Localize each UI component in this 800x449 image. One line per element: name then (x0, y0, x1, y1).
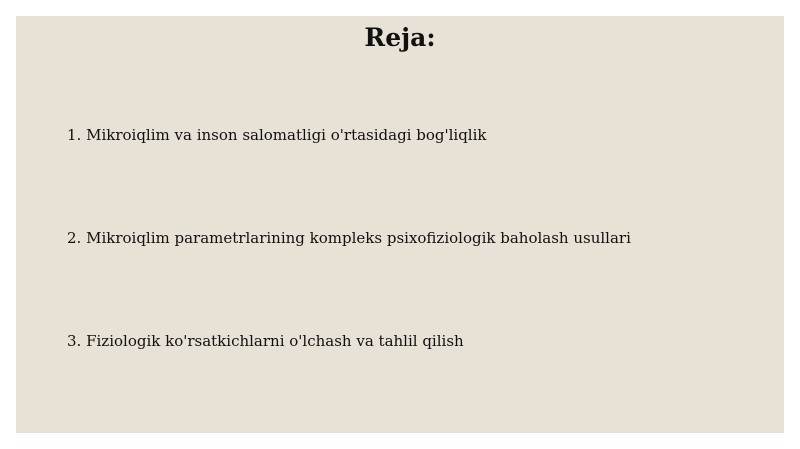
slide (16, 16, 784, 433)
slide-title: Reja: (364, 23, 436, 52)
plan-item-3: 3. Fiziologik ko'rsatkichlarni o'lchash va tahlil qilish (67, 332, 464, 350)
plan-item-2: 2. Mikroiqlim parametrlarining kompleks psixofiziologik baholash usullari (67, 229, 631, 247)
plan-item-1: 1. Mikroiqlim va inson salomatligi o'rtasidagi bog'liqlik (67, 126, 487, 144)
